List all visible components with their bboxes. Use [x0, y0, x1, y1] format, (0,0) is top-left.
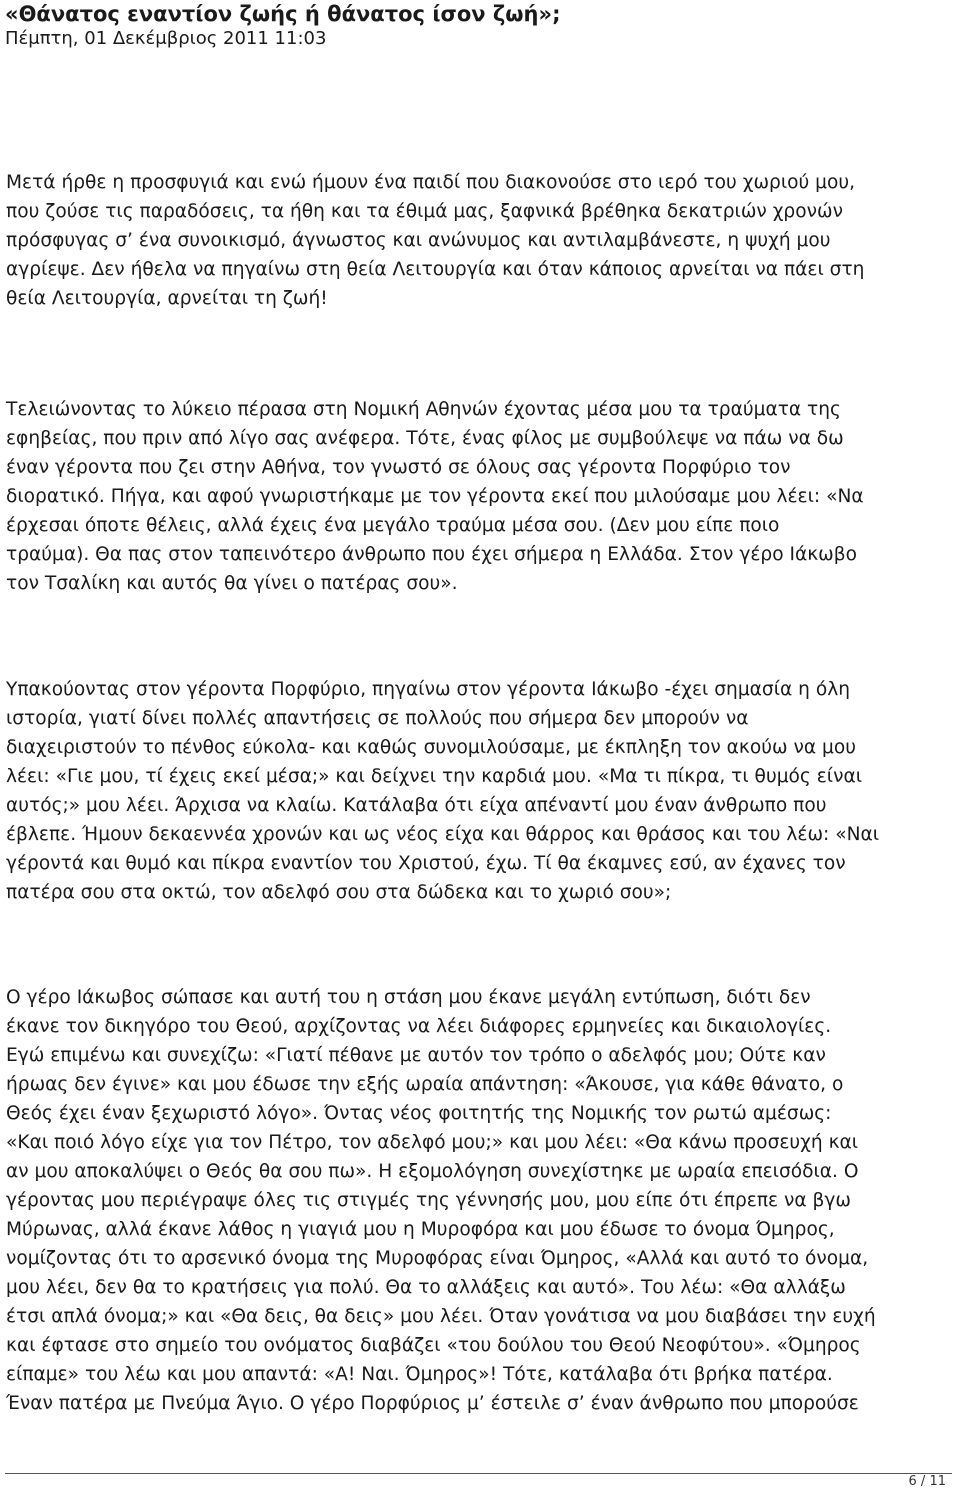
text-line: Μετά ήρθε η προσφυγιά και ενώ ήμουν ένα παιδί που διακονούσε στο ιερό του χωριού μου, — [6, 172, 856, 193]
text-line: διορατικό. Πήγα, και αφού γνωριστήκαμε με τον γέροντα εκεί που μιλούσαμε μου λέει: «Να — [6, 486, 864, 507]
text-line: Θεός έχει έναν ξεχωριστό λόγο». Όντας νέος φοιτητής της Νομικής τον ρωτώ αμέσως: — [6, 1103, 832, 1124]
text-line: Υπακούοντας στον γέροντα Πορφύριο, πηγαίνω στον γέροντα Ιάκωβο -έχει σημασία η όλη — [6, 679, 851, 700]
text-line: λέει: «Γιε μου, τί έχεις εκεί μέσα;» και δείχνει την καρδιά μου. «Μα τι πίκρα, τι θυμός είναι — [6, 766, 863, 787]
text-line: διαχειριστούν το πένθος εύκολα- και καθώς συνομιλούσαμε, με έκπληξη τον ακούω να μου — [6, 737, 856, 758]
footer-divider — [5, 1473, 952, 1474]
text-line: Εγώ επιμένω και συνεχίζω: «Γιατί πέθανε με αυτόν τον τρόπο ο αδελφός μου; Ούτε καν — [6, 1045, 826, 1066]
paragraph-2 — [6, 395, 954, 598]
paragraph-1 — [6, 168, 954, 313]
text-line: Ο γέρο Ιάκωβος σώπασε και αυτή του η στάση μου έκανε μεγάλη εντύπωση, διότι δεν — [6, 987, 811, 1008]
text-line: γέροντά και θυμό και πίκρα εναντίον του Χριστού, έχω. Τί θα έκαμνες εσύ, αν έχανες τον — [6, 853, 846, 874]
text-line: Τελειώνοντας το λύκειο πέρασα στη Νομική Αθηνών έχοντας μέσα μου τα τραύματα της — [6, 399, 841, 420]
text-line: τον Τσαλίκη και αυτός θα γίνει ο πατέρας σου». — [6, 573, 458, 594]
text-line: αυτός;» μου λέει. Άρχισα να κλαίω. Κατάλαβα ότι είχα απέναντί μου έναν άνθρωπο που — [6, 795, 827, 816]
text-line: πατέρα σου στα οκτώ, τον αδελφό σου στα δώδεκα και το χωριό σου»; — [6, 882, 672, 903]
text-line: έβλεπε. Ήμουν δεκαεννέα χρονών και ως νέος είχα και θάρρος και θράσος και του λέω: «Ναι — [6, 824, 880, 845]
text-line: έτσι απλά όνομα;» και «Θα δεις, θα δεις» μου λέει. Όταν γονάτισα να μου διαβάσει την ευχή — [6, 1306, 876, 1327]
paragraph-4 — [6, 983, 954, 1418]
text-line: εφηβείας, που πριν από λίγο σας ανέφερα. Τότε, ένας φίλος με συμβούλεψε να πάω να δω — [6, 428, 844, 449]
text-line: πρόσφυγας σ’ ένα συνοικισμό, άγνωστος και ανώνυμος και αντιλαμβάνεστε, η ψυχή μου — [6, 230, 831, 251]
document-header — [5, 2, 955, 50]
text-line: και έφτασε στο σημείο του ονόματος διαβάζει «του δούλου του Θεού Νεοφύτου». «Όμηρος — [6, 1335, 861, 1356]
text-line: έκανε τον δικηγόρο του Θεού, αρχίζοντας να λέει διάφορες ερμηνείες και δικαιολογίες. — [6, 1016, 832, 1037]
text-line: που ζούσε τις παραδόσεις, τα ήθη και τα έθιμά μας, ξαφνικά βρέθηκα δεκατριών χρονών — [6, 201, 843, 222]
text-line: νομίζοντας ότι το αρσενικό όνομα της Μυροφόρας είναι Όμηρος, «Αλλά και αυτό το όνομα, — [6, 1248, 869, 1269]
text-line: ήρωας δεν έγινε» και μου έδωσε την εξής ωραία απάντηση: «Άκουσε, για κάθε θάνατο, ο — [6, 1074, 844, 1095]
text-line: αν μου αποκαλύψει ο Θεός θα σου πω». Η εξομολόγηση συνεχίστηκε με ωραία επεισόδια. Ο — [6, 1161, 859, 1182]
text-line: ιστορία, γιατί δίνει πολλές απαντήσεις σε πολλούς που σήμερα δεν μπορούν να — [6, 708, 749, 729]
text-line: γέροντας μου περιέγραψε όλες τις στιγμές της γέννησής μου, μου είπε ότι έπρεπε να βγω — [6, 1190, 851, 1211]
publish-date: Πέμπτη, 01 Δεκέμβριος 2011 11:03 — [5, 28, 327, 49]
text-line: έναν γέροντα που ζει στην Αθήνα, τον γνωστό σε όλους σας γέροντα Πορφύριο τον — [6, 457, 791, 478]
text-line: μου λέει, δεν θα το κρατήσεις για πολύ. Θα το αλλάξεις και αυτό». Του λέω: «Θα αλλάξω — [6, 1277, 846, 1298]
page-number: 6 / 11 — [908, 1474, 946, 1489]
text-line: έρχεσαι όποτε θέλεις, αλλά έχεις ένα μεγάλο τραύμα μέσα σου. (Δεν μου είπε ποιο — [6, 515, 780, 536]
text-line: αγρίεψε. Δεν ήθελα να πηγαίνω στη θεία Λειτουργία και όταν κάποιος αρνείται να πάει στη — [6, 259, 865, 280]
text-line: «Και ποιό λόγο είχε για τον Πέτρο, τον αδελφό μου;» και μου λέει: «Θα κάνω προσευχή και — [6, 1132, 859, 1153]
text-line: Μύρωνας, αλλά έκανε λάθος η γιαγιά μου η Μυροφόρα και μου έδωσε το όνομα Όμηρος, — [6, 1219, 835, 1240]
paragraph-3 — [6, 675, 954, 907]
text-line: είπαμε» του λέω και μου απαντά: «Α! Ναι. Όμηρος»! Τότε, κατάλαβα ότι βρήκα πατέρα. — [6, 1364, 833, 1385]
text-line: θεία Λειτουργία, αρνείται τη ζωή! — [6, 288, 328, 309]
document-title: «Θάνατος εναντίον ζωής ή θάνατος ίσον ζωή»; — [5, 2, 561, 26]
text-line: τραύμα). Θα πας στον ταπεινότερο άνθρωπο που έχει σήμερα η Ελλάδα. Στον γέρο Ιάκωβο — [6, 544, 857, 565]
text-line: Έναν πατέρα με Πνεύμα Άγιο. Ο γέρο Πορφύριος μ’ έστειλε σ’ έναν άνθρωπο που μπορούσε — [6, 1393, 859, 1414]
